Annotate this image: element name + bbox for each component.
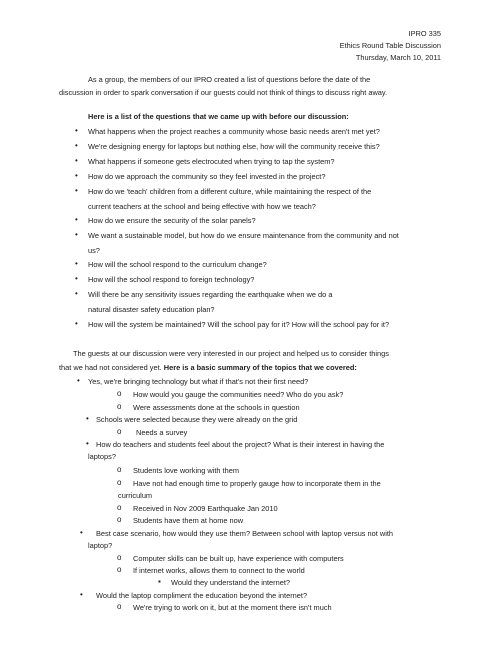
bullet-icon: • <box>75 230 78 239</box>
bullet-icon: • <box>80 528 83 537</box>
circle-bullet-icon: o <box>117 553 122 562</box>
list-item: Yes, we're bringing technology but what if that's not their first need? <box>88 377 309 386</box>
bullet-icon: • <box>75 289 78 298</box>
bullet-icon: • <box>75 259 78 268</box>
circle-bullet-icon: o <box>117 402 122 411</box>
intro-line: As a group, the members of our IPRO created a list of questions before the date of the <box>88 75 371 84</box>
list-item-continuation: laptops? <box>88 452 116 461</box>
list-item: How do we ensure the security of the solar panels? <box>88 216 256 225</box>
list-item: Best case scenario, how would they use them? Between school with laptop versus not with <box>96 529 394 538</box>
sub-sub-list-item: Would they understand the internet? <box>171 578 291 587</box>
event-title: Ethics Round Table Discussion <box>339 41 441 50</box>
list-item: How will the system be maintained? Will the school pay for it? How will the school pay for it? <box>88 320 390 329</box>
sub-list-item: Needs a survey <box>136 428 188 437</box>
sub-list-item: Students have them at home now <box>133 516 244 525</box>
sub-list-item: How would you gauge the communities need? Who do you ask? <box>133 390 344 399</box>
sub-list-item: If internet works, allows them to connect to the world <box>133 566 305 575</box>
course-number: IPRO 335 <box>408 29 441 38</box>
bullet-icon: • <box>75 186 78 195</box>
summary-heading: Here is a basic summary of the topics that we covered: <box>163 363 357 372</box>
circle-bullet-icon: o <box>117 478 122 487</box>
bullet-icon: • <box>80 590 83 599</box>
bullet-icon: • <box>75 126 78 135</box>
bullet-icon: • <box>75 171 78 180</box>
list-item: We're designing energy for laptops but nothing else, how will the community receive this? <box>88 142 380 151</box>
bullet-icon: • <box>77 376 80 385</box>
list-item-continuation: current teachers at the school and being effective with how we teach? <box>88 202 316 211</box>
list-item-continuation: laptop? <box>88 541 113 550</box>
list-item-continuation: us? <box>88 246 100 255</box>
list-item: Will there be any sensitivity issues regarding the earthquake when we do a <box>88 290 333 299</box>
list-item: How will the school respond to foreign technology? <box>88 275 255 284</box>
circle-bullet-icon: o <box>117 565 122 574</box>
list-item: How do we approach the community so they feel invested in the project? <box>88 172 326 181</box>
circle-bullet-icon: o <box>117 427 122 436</box>
summary-line <box>59 364 357 371</box>
bullet-icon: • <box>75 215 78 224</box>
bullet-icon: • <box>75 156 78 165</box>
circle-bullet-icon: o <box>117 389 122 398</box>
list-item: Would the laptop compliment the education beyond the internet? <box>96 591 308 600</box>
bullet-icon: • <box>75 319 78 328</box>
bullet-icon: • <box>75 141 78 150</box>
circle-bullet-icon: o <box>117 602 122 611</box>
sub-list-item: Computer skills can be built up, have experience with computers <box>133 554 344 563</box>
bullet-icon: • <box>86 439 89 448</box>
sub-list-item: Received in Nov 2009 Earthquake Jan 2010 <box>133 504 278 513</box>
list-item: What happens if someone gets electrocuted when trying to tap the system? <box>88 157 335 166</box>
list-item: How will the school respond to the curriculum change? <box>88 260 267 269</box>
list-item: We want a sustainable model, but how do we ensure maintenance from the community and not <box>88 231 399 240</box>
sub-list-item: We're trying to work on it, but at the moment there isn't much <box>133 603 332 612</box>
list-item: Schools were selected because they were already on the grid <box>96 415 298 424</box>
intro-line: discussion in order to spark conversation if our guests could not think of things to discuss right away. <box>59 88 388 97</box>
square-bullet-icon: ▪ <box>158 577 161 586</box>
circle-bullet-icon: o <box>117 503 122 512</box>
summary-line: The guests at our discussion were very interested in our project and helped us to consider things <box>73 349 389 358</box>
summary-plain-text: that we had not considered yet. <box>59 363 164 372</box>
list-item: How do we 'teach' children from a different culture, while maintaining the respect of the <box>88 187 372 196</box>
bullet-icon: • <box>86 414 89 423</box>
circle-bullet-icon: o <box>117 515 122 524</box>
list-item-continuation: natural disaster safety education plan? <box>88 305 215 314</box>
questions-heading: Here is a list of the questions that we came up with before our discussion: <box>88 112 349 121</box>
list-item: How do teachers and students feel about the project? What is their interest in having the <box>96 440 385 449</box>
bullet-icon: • <box>75 274 78 283</box>
event-date: Thursday, March 10, 2011 <box>355 53 441 62</box>
sub-list-item: Have not had enough time to properly gauge how to incorporate them in the <box>133 479 381 488</box>
circle-bullet-icon: o <box>117 465 122 474</box>
list-item: What happens when the project reaches a community whose basic needs aren't met yet? <box>88 127 380 136</box>
sub-list-item: Students love working with them <box>133 466 239 475</box>
sub-list-item: Were assessments done at the schools in question <box>133 403 300 412</box>
sub-list-item-continuation: curriculum <box>118 491 153 500</box>
